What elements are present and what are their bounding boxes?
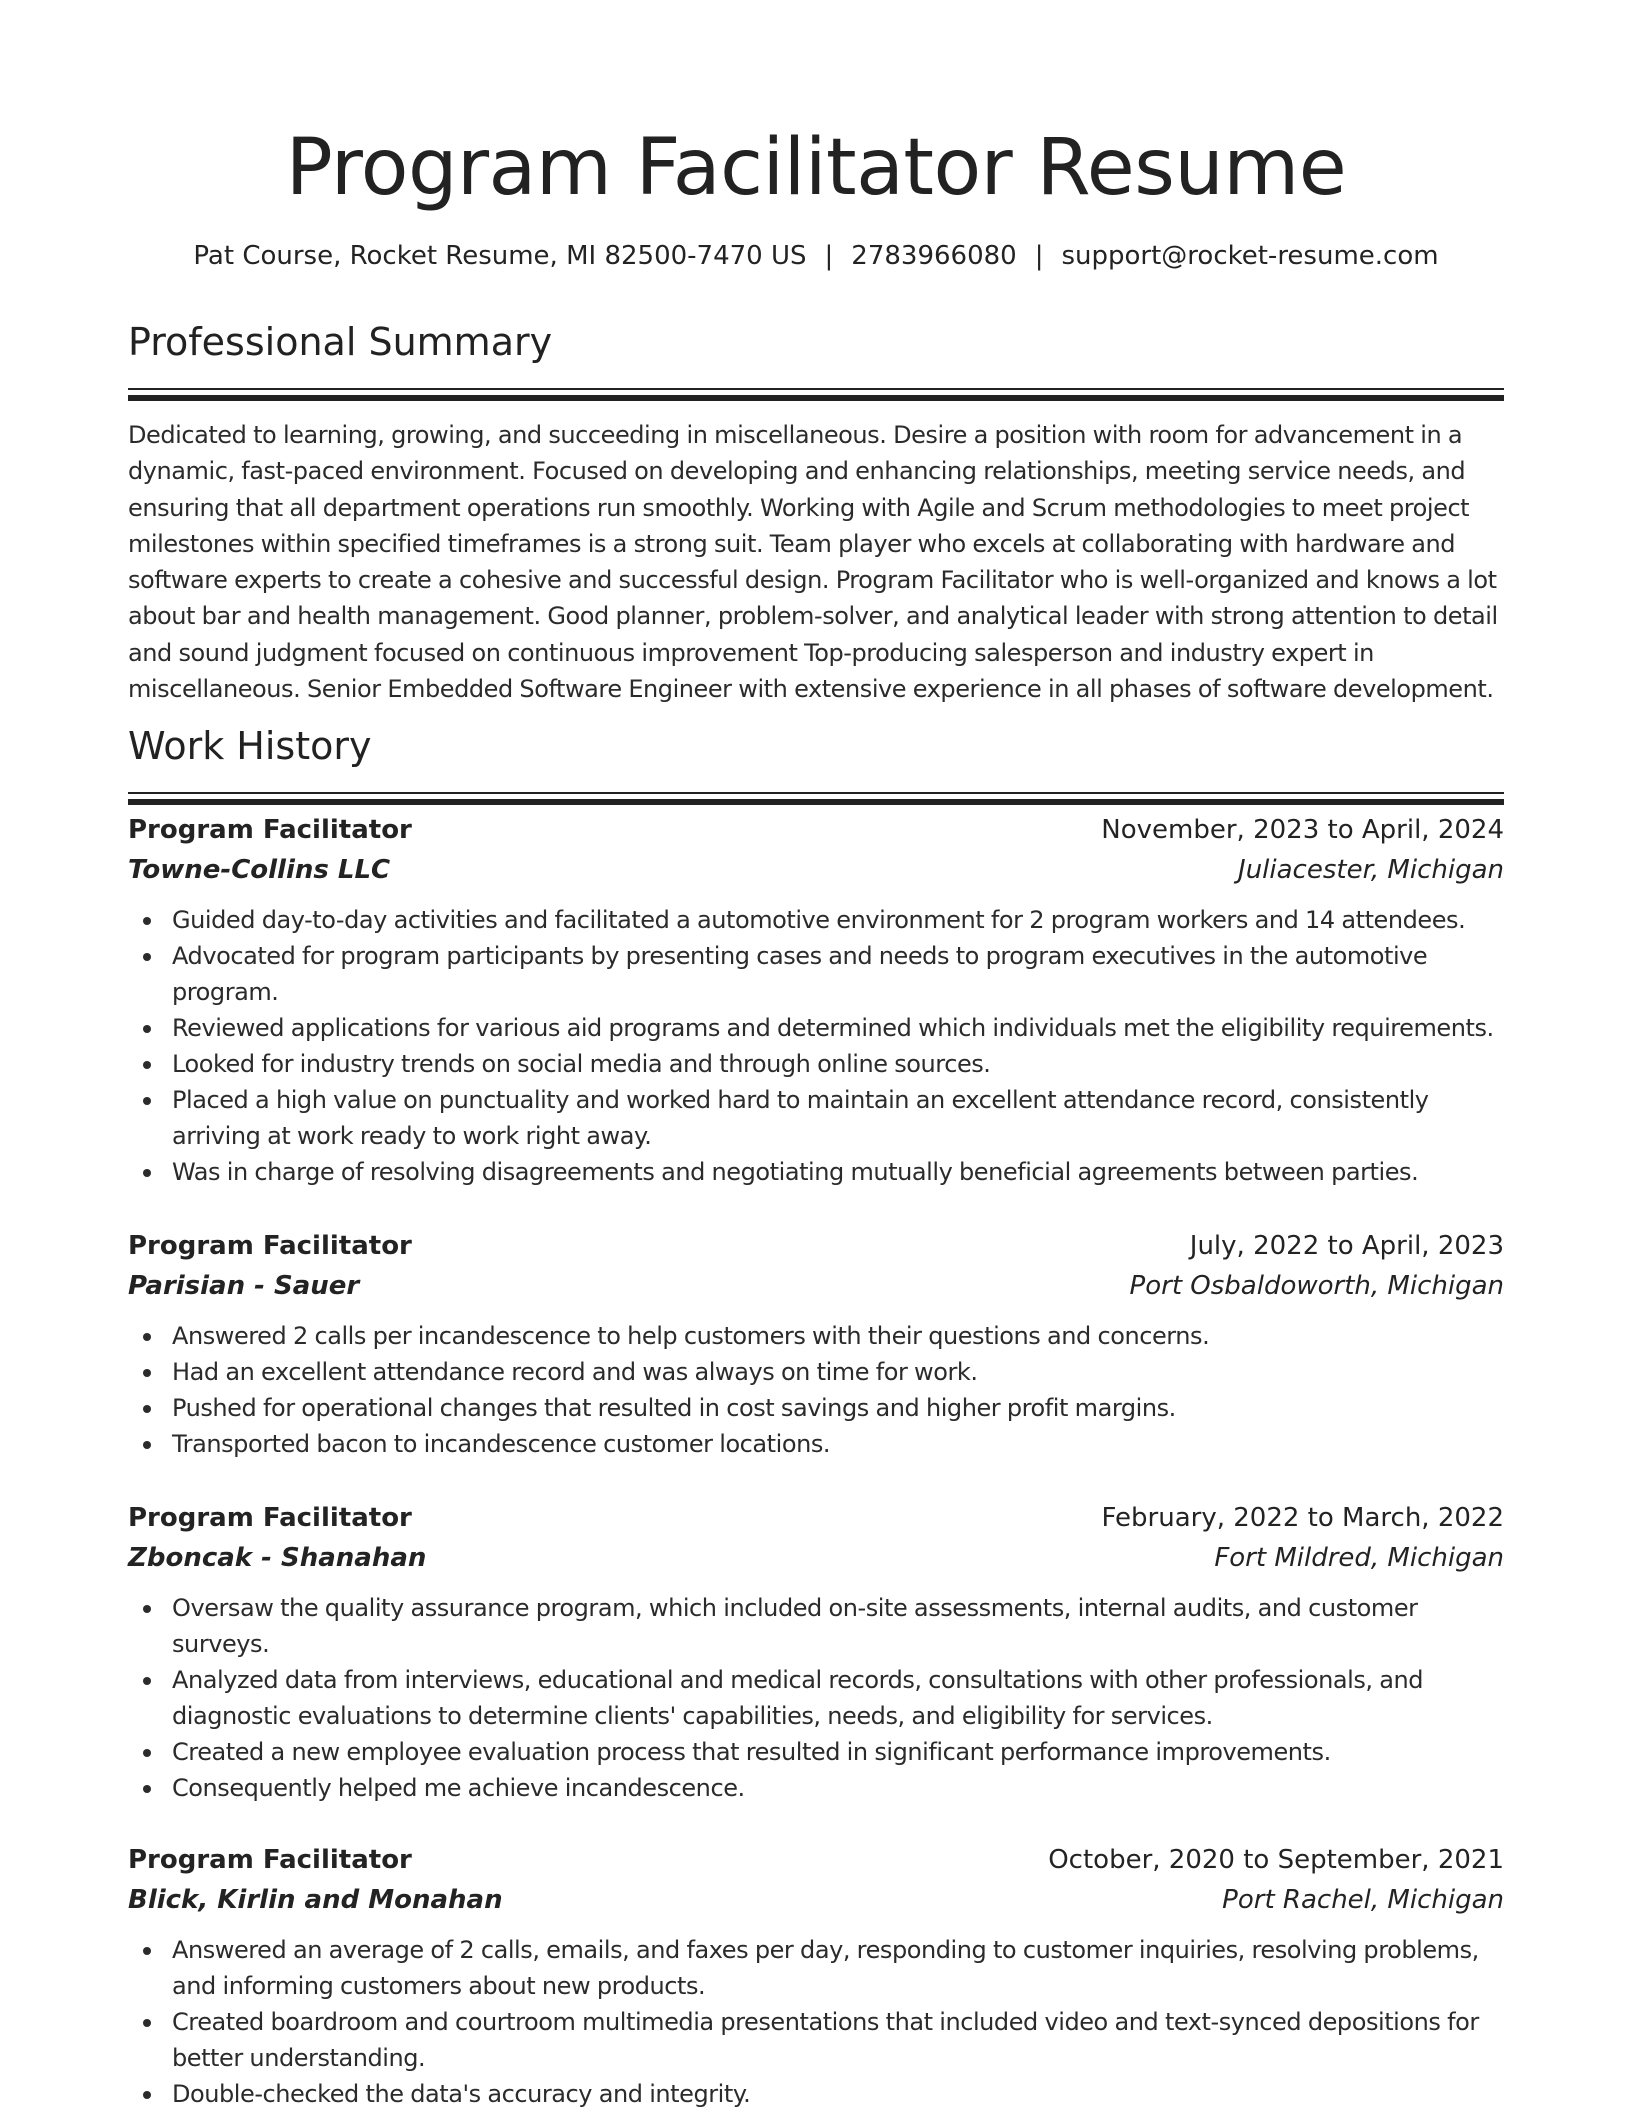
page-title: Program Facilitator Resume bbox=[285, 123, 1347, 213]
list-item: Reviewed applications for various aid programs and determined which individuals met the eligibility requirements. bbox=[128, 1010, 1504, 1046]
job-duties-list bbox=[128, 1318, 1504, 1462]
job-dates: July, 2022 to April, 2023 bbox=[1189, 1231, 1504, 1261]
job-company: Towne-Collins LLC bbox=[128, 855, 391, 885]
list-item: Advocated for program participants by presenting cases and needs to program executives in the automotive program. bbox=[128, 938, 1504, 1010]
job-duties-list bbox=[128, 1590, 1504, 1806]
section-divider bbox=[128, 799, 1504, 805]
list-item: Was in charge of resolving disagreements and negotiating mutually beneficial agreements between parties. bbox=[128, 1154, 1504, 1190]
job-location: Port Osbaldoworth, Michigan bbox=[1129, 1271, 1504, 1301]
job-header bbox=[128, 1498, 1504, 1538]
job-header bbox=[128, 1226, 1504, 1266]
list-item: Answered an average of 2 calls, emails, and faxes per day, responding to customer inquiries, resolving problems, and informing customers about new products. bbox=[128, 1932, 1504, 2004]
job-subheader bbox=[128, 1266, 1504, 1306]
list-item: Had an excellent attendance record and was always on time for work. bbox=[128, 1354, 1504, 1390]
summary-paragraph: Dedicated to learning, growing, and succeeding in miscellaneous. Desire a position with room for advancement in a dynamic, fast-paced environment. Focused on developing and enhancing relationships, meeting service needs, and ensuring that all department operations run smoothly. Working with Agile and Scrum methodologies to meet project milestones within specified timeframes is a strong suit. Team player who excels at collaborating with hardware and software experts to create a cohesive and successful design. Program Facilitator who is well-organized and knows a lot about bar and health management. Good planner, problem-solver, and analytical leader with strong attention to detail and sound judgment focused on continuous improvement Top-producing salesperson and industry expert in miscellaneous. Senior Embedded Software Engineer with extensive experience in all phases of software development. bbox=[128, 421, 1498, 704]
job-subheader bbox=[128, 850, 1504, 890]
contact-address: Pat Course, Rocket Resume, MI 82500-7470 US bbox=[193, 241, 807, 271]
list-item: Guided day-to-day activities and facilitated a automotive environment for 2 program workers and 14 attendees. bbox=[128, 902, 1504, 938]
list-item: Oversaw the quality assurance program, which included on-site assessments, internal audits, and customer surveys. bbox=[128, 1590, 1504, 1662]
job-company: Parisian - Sauer bbox=[128, 1271, 360, 1301]
job-title: Program Facilitator bbox=[128, 1231, 412, 1261]
job-location: Juliacester, Michigan bbox=[1238, 855, 1504, 885]
contact-separator: | bbox=[824, 241, 834, 271]
job-entry bbox=[128, 1498, 1504, 1806]
job-dates: October, 2020 to September, 2021 bbox=[1048, 1845, 1504, 1875]
list-item: Transported bacon to incandescence customer locations. bbox=[128, 1426, 1504, 1462]
job-entry bbox=[128, 810, 1504, 1190]
job-entry bbox=[128, 1840, 1504, 2112]
job-dates: November, 2023 to April, 2024 bbox=[1101, 815, 1504, 845]
section-divider bbox=[128, 395, 1504, 401]
contact-phone: 2783966080 bbox=[851, 241, 1017, 271]
job-dates: February, 2022 to March, 2022 bbox=[1101, 1503, 1504, 1533]
professional-summary-section bbox=[128, 316, 1504, 707]
job-location: Port Rachel, Michigan bbox=[1222, 1885, 1504, 1915]
section-heading: Work History bbox=[128, 724, 372, 768]
list-item: Pushed for operational changes that resulted in cost savings and higher profit margins. bbox=[128, 1390, 1504, 1426]
job-title: Program Facilitator bbox=[128, 1503, 412, 1533]
job-header bbox=[128, 1840, 1504, 1880]
section-divider bbox=[128, 792, 1504, 794]
section-heading: Professional Summary bbox=[128, 320, 553, 364]
section-divider bbox=[128, 388, 1504, 390]
job-entry bbox=[128, 1226, 1504, 1462]
job-title: Program Facilitator bbox=[128, 1845, 412, 1875]
list-item: Consequently helped me achieve incandescence. bbox=[128, 1770, 1504, 1806]
contact-email: support@rocket-resume.com bbox=[1061, 241, 1439, 271]
list-item: Created boardroom and courtroom multimedia presentations that included video and text-synced depositions for better understanding. bbox=[128, 2004, 1504, 2076]
list-item: Looked for industry trends on social media and through online sources. bbox=[128, 1046, 1504, 1082]
job-subheader bbox=[128, 1538, 1504, 1578]
contact-info bbox=[128, 236, 1504, 276]
list-item: Analyzed data from interviews, educational and medical records, consultations with other professionals, and diagnostic evaluations to determine clients' capabilities, needs, and eligibility for services. bbox=[128, 1662, 1504, 1734]
work-history-section bbox=[128, 720, 1504, 805]
job-title: Program Facilitator bbox=[128, 815, 412, 845]
job-location: Fort Mildred, Michigan bbox=[1214, 1543, 1504, 1573]
job-subheader bbox=[128, 1880, 1504, 1920]
contact-separator: | bbox=[1034, 241, 1044, 271]
list-item: Created a new employee evaluation process that resulted in significant performance improvements. bbox=[128, 1734, 1504, 1770]
job-company: Blick, Kirlin and Monahan bbox=[128, 1885, 503, 1915]
job-company: Zboncak - Shanahan bbox=[128, 1543, 427, 1573]
job-duties-list bbox=[128, 902, 1504, 1190]
job-duties-list bbox=[128, 1932, 1504, 2112]
job-header bbox=[128, 810, 1504, 850]
list-item: Answered 2 calls per incandescence to help customers with their questions and concerns. bbox=[128, 1318, 1504, 1354]
list-item: Placed a high value on punctuality and worked hard to maintain an excellent attendance record, consistently arriving at work ready to work right away. bbox=[128, 1082, 1504, 1154]
list-item: Double-checked the data's accuracy and integrity. bbox=[128, 2076, 1504, 2112]
